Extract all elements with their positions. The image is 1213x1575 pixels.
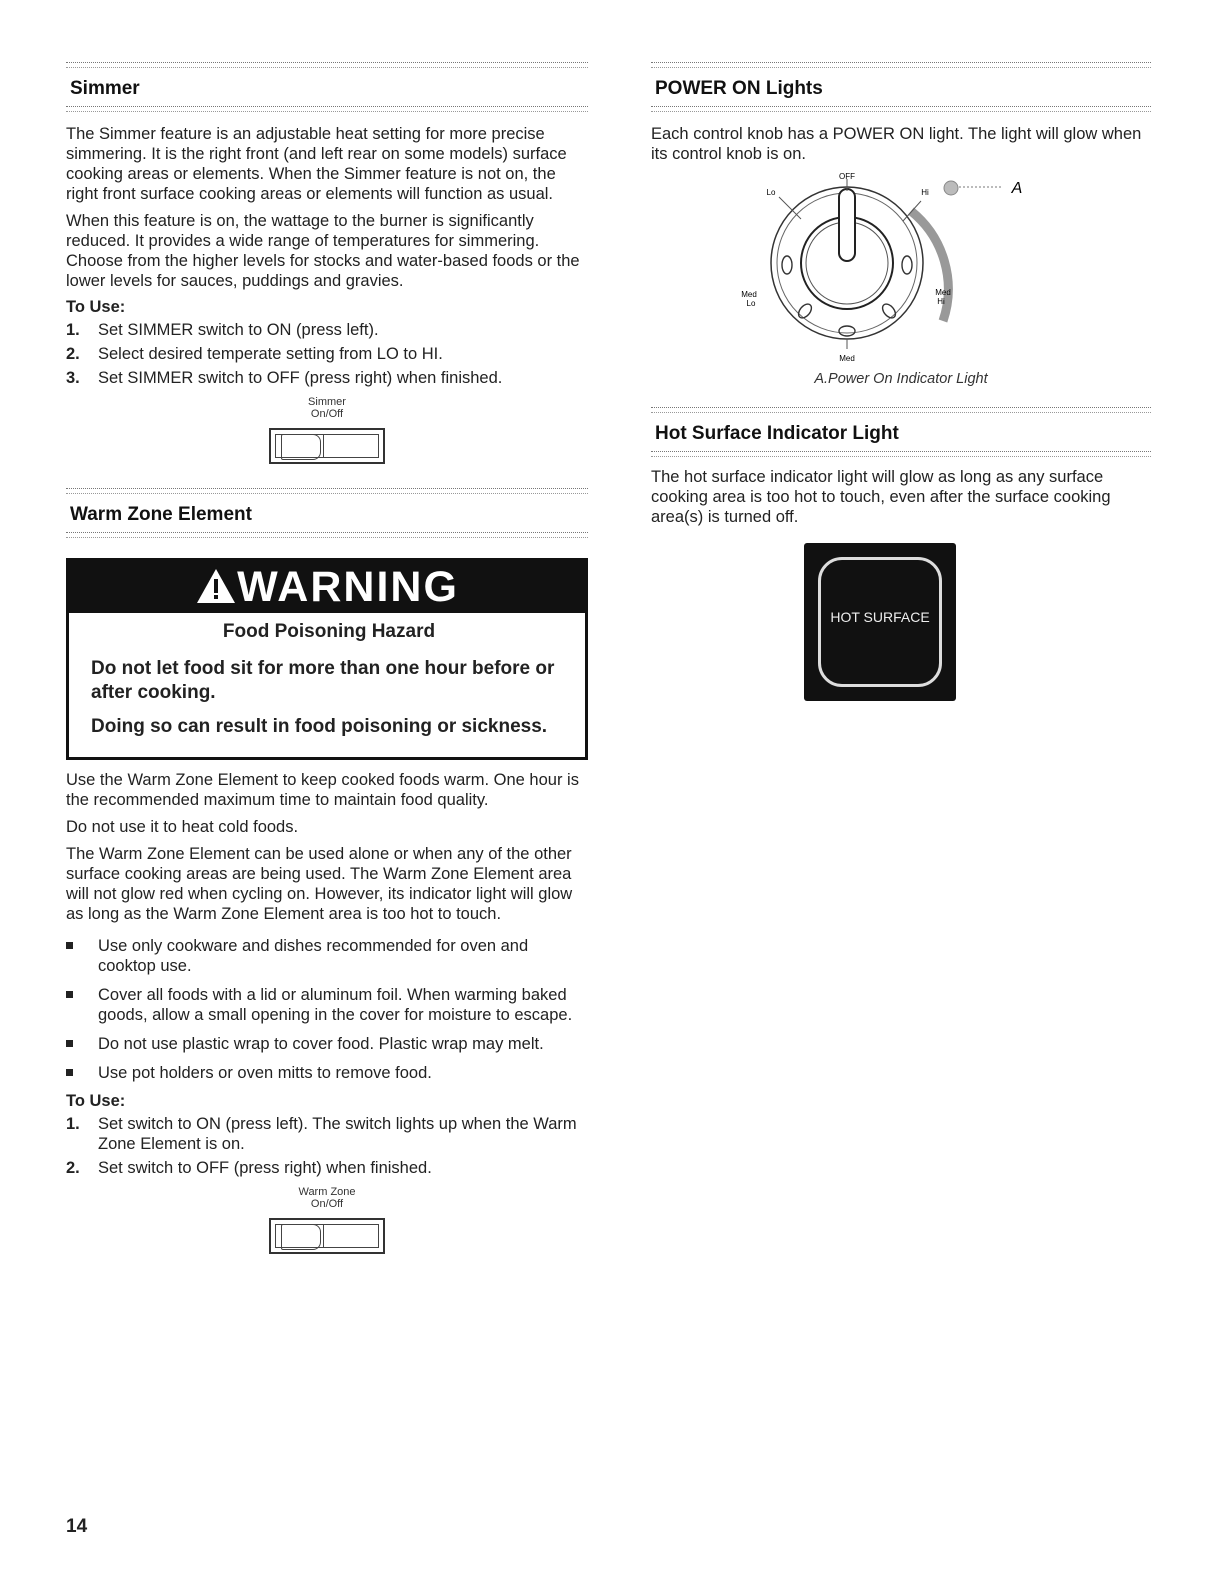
warm-zone-paragraph-2: Do not use it to heat cold foods. — [66, 818, 299, 836]
callout-a: A — [1011, 180, 1023, 197]
list-item: Cover all foods with a lid or aluminum foil. When warming baked goods, allow a small opening in the cover for moisture to escape. — [66, 985, 588, 1025]
section-rule — [66, 106, 588, 112]
section-rule — [66, 532, 588, 538]
warning-line-2: Doing so can result in food poisoning or sickness. — [91, 716, 548, 737]
warm-zone-paragraph-3: The Warm Zone Element can be used alone or when any of the other surface cooking areas are being used. The Warm Zone Element area will not glow red when cycling on. However, its indicator light will glow as long as the Warm Zone Element area is too hot to touch. — [66, 845, 573, 923]
switch-label: Warm Zone — [298, 1186, 356, 1198]
warm-zone-to-use-label: To Use: — [66, 1092, 126, 1110]
hot-surface-heading: Hot Surface Indicator Light — [655, 423, 899, 444]
warning-triangle-icon — [195, 567, 237, 605]
switch-label: On/Off — [310, 408, 344, 420]
warning-title-bar: WARNING — [69, 561, 585, 613]
knob-label-off: OFF — [839, 172, 855, 181]
warm-zone-steps — [66, 1114, 588, 1178]
right-column — [651, 62, 1151, 701]
list-item: 1. Set switch to ON (press left). The switch lights up when the Warm Zone Element is on. — [66, 1115, 577, 1153]
list-item: 2. Set switch to OFF (press right) when finished. — [66, 1159, 432, 1177]
simmer-heading: Simmer — [70, 78, 140, 99]
knob-label-med-lo-1: Med — [741, 290, 757, 299]
warning-box — [66, 558, 588, 760]
list-item: Do not use plastic wrap to cover food. Plastic wrap may melt. — [66, 1034, 588, 1054]
knob-label-lo: Lo — [766, 188, 776, 197]
warning-hazard: Food Poisoning Hazard — [222, 621, 436, 642]
page-number: 14 — [66, 1516, 88, 1537]
knob-label-hi: Hi — [921, 188, 929, 197]
hot-surface-paragraph: The hot surface indicator light will glow as long as any surface cooking area is too hot to touch, even after the surface cooking area(s) is turned off. — [651, 468, 1111, 526]
simmer-steps — [66, 320, 588, 388]
hot-surface-indicator — [804, 543, 956, 701]
simmer-paragraph-1: The Simmer feature is an adjustable heat setting for more precise simmering. It is the right front (and left rear on some models) surface cooking areas or elements. When the Simmer feature is not on, the right front surface cooking areas or elements will function as usual. — [66, 125, 567, 203]
simmer-to-use-label: To Use: — [66, 298, 126, 316]
control-knob-diagram — [651, 171, 1151, 371]
power-on-heading: POWER ON Lights — [655, 78, 823, 99]
list-item: 3. Set SIMMER switch to OFF (press right) when finished. — [66, 369, 503, 387]
section-rule — [651, 451, 1151, 457]
left-column — [66, 62, 588, 1254]
section-rule — [651, 106, 1151, 112]
knob-label-med: Med — [839, 354, 855, 363]
warm-zone-bullets — [66, 936, 588, 1083]
simmer-paragraph-2: When this feature is on, the wattage to the burner is significantly reduced. It provides a wide range of temperatures for simmering. Choose from the higher levels for stocks and water-based foods or the lower levels for sauces, puddings and gravies. — [66, 212, 580, 290]
list-item: 2. Select desired temperate setting from LO to HI. — [66, 345, 443, 363]
power-on-paragraph: Each control knob has a POWER ON light. The light will glow when its control knob is on. — [651, 125, 1142, 163]
switch-label: Simmer — [308, 396, 346, 408]
list-item: Use pot holders or oven mitts to remove food. — [66, 1063, 588, 1083]
knob-label-med-hi-1: Med — [935, 288, 951, 297]
list-item: Use only cookware and dishes recommended for oven and cooktop use. — [66, 936, 588, 976]
knob-label-med-hi-2: Hi — [937, 297, 945, 306]
switch-label: On/Off — [310, 1198, 344, 1210]
warm-zone-paragraph-1: Use the Warm Zone Element to keep cooked foods warm. One hour is the recommended maximum time to maintain food quality. — [66, 771, 579, 809]
warm-zone-heading: Warm Zone Element — [70, 504, 252, 525]
list-item: 1. Set SIMMER switch to ON (press left). — [66, 321, 379, 339]
knob-label-med-lo-2: Lo — [746, 299, 756, 308]
knob-caption: A.Power On Indicator Light — [814, 371, 988, 387]
simmer-switch-figure — [66, 396, 588, 464]
warm-zone-rocker-switch — [269, 1218, 385, 1254]
hot-surface-indicator-text: HOT SURFACE — [830, 609, 930, 625]
warm-zone-switch-figure — [66, 1186, 588, 1254]
warning-line-1: Do not let food sit for more than one hour before or after cooking. — [91, 658, 555, 703]
simmer-rocker-switch — [269, 428, 385, 464]
